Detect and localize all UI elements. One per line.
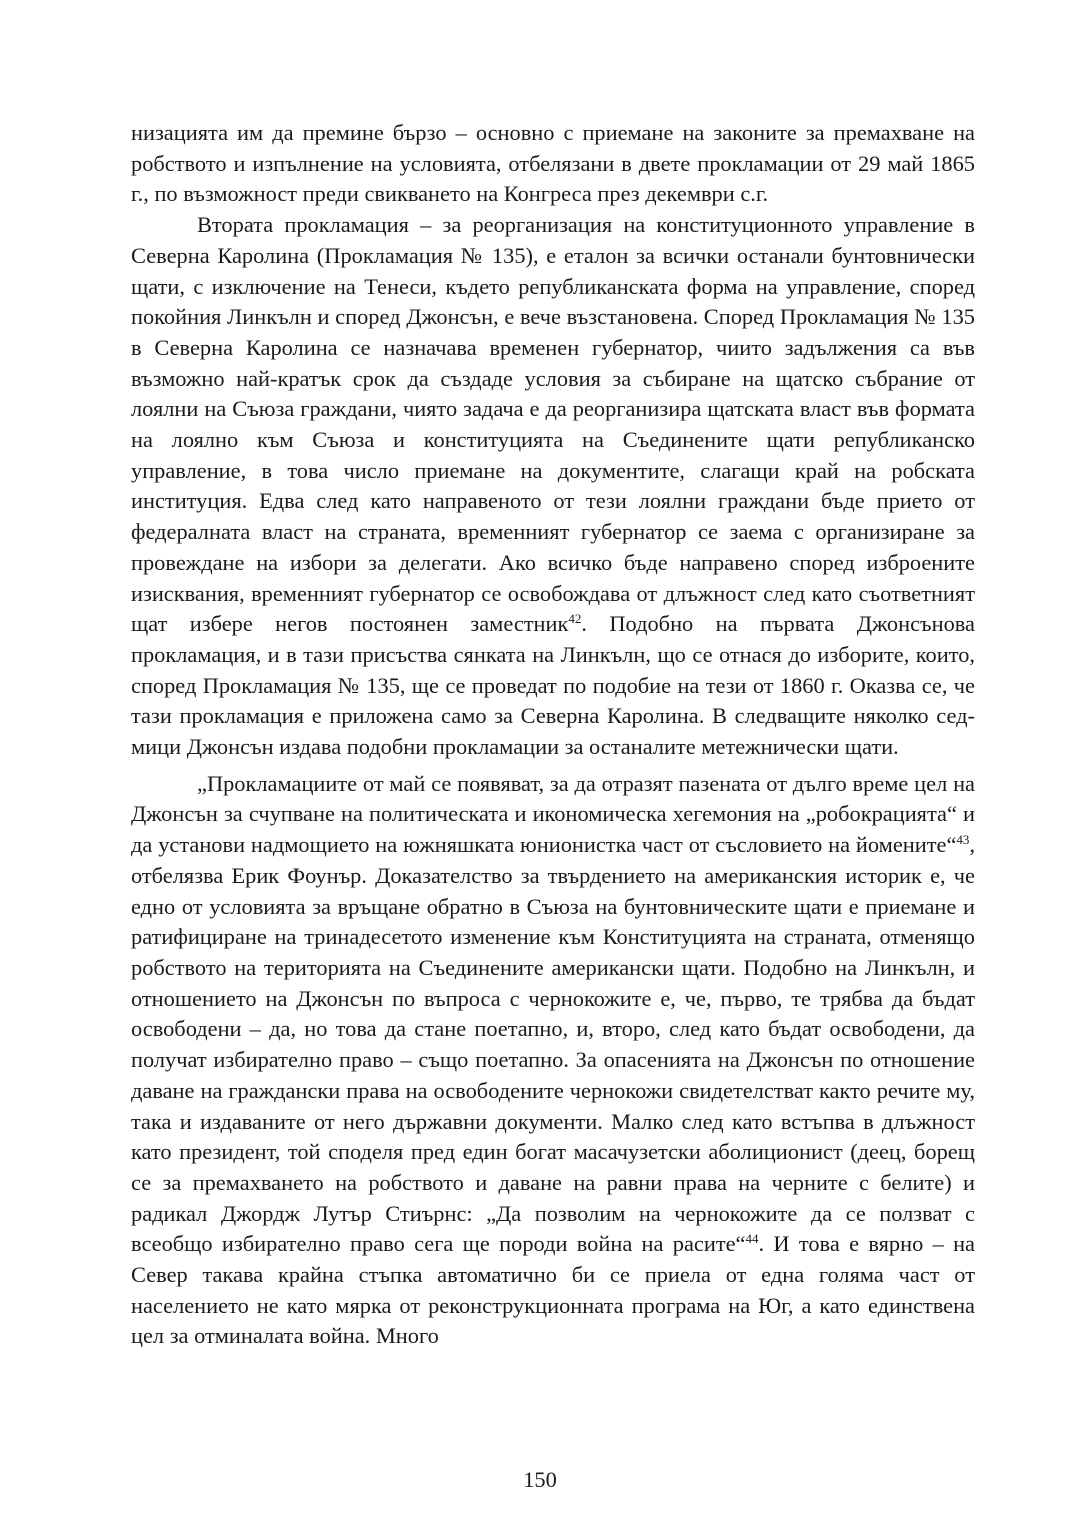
paragraph-1-text: низацията им да премине бързо – основно с приемане на законите за премахване на робството и изпълнение на условията, отбелязани в двете прокламации от 29 май 1865 г., по възможност преди свикването на Конгреса през декември с.г.: [131, 120, 975, 207]
paragraph-3-text-c: . И това е вярно – на Север такава крайна стъпка автоматично би се приела от една голяма част от населението не като мярка от реконструкционната програма на Юг, а като единствена цел за отминалата война. Много: [131, 1231, 975, 1349]
footnote-ref-43[interactable]: 43: [956, 832, 970, 848]
paragraph-2-text-a: Втората прокламация – за реорганизация на конституционното управление в Северна Каролина (Прокламация № 135), е еталон за всички останали бунтовнически щати, с изключение на Тенеси, където републиканската форма на управление, според покойния Линкълн и според Джонсън, е вече възстановена. Според Прокламация № 135 в Северна Каролина се назначава временен губернатор, чиито задължения са във възможно най-кратък срок да създаде условия за събиране на щатско събрание от лоялни на Съюза граждани, чиято задача е да реорганизира щатската власт във формата на лоялно към Съюза и конституцията на Съединените щати републиканско управление, в това число приемане на документите, слагащи край на робската институция. Едва след като направеното от тези лоялни граждани бъде прието от федералната власт на страната, временният губернатор се заема с организиране за провеждане на избори за делегати. Ако всичко бъде направено според изброените изисквания, временният губернатор се освобождава от длъжност след като съответният щат избере негов постоянен заместник: [131, 212, 975, 637]
footnote-ref-44[interactable]: 44: [745, 1231, 759, 1247]
paragraph-2: [131, 210, 975, 763]
paragraph-3-text-b: , отбелязва Ерик Фоунър. Доказателство за твърдението на американския историк е, че едно от условията за връщане обратно в Съюза на бунтовническите щати е приемане и ратифициране на тринадесетото изменение към Конституцията на страната, отменящо робството на територията на Съединените американски щати. Подобно на Линкълн, и отношението на Джонсън по въпроса с чернокожите е, че, първо, те трябва да бъдат освободени – да, но това да стане поетапно, и, второ, след като бъдат освободени, да получат избирателно право – също поетапно. За опасенията на Джонсън по отношение даване на граждански права на освободените чернокожи свидетелстват както речите му, така и издаваните от него държавни документи. Малко след като встъпва в длъжност като президент, той споделя пред един богат масачузетски аболиционист (деец, борещ се за премахването на робството и даване на равни права на черните с белите) и радикал Джордж Лутър Стиърнс: „Да позволим на чернокожите да се ползват с всеобщо избирателно право сега ще породи война на расите“: [131, 832, 975, 1257]
paragraph-3: [131, 769, 975, 1352]
paragraph-2-text-b: . Подобно на първата Джонсънова прокламация, и в тази присъства сянката на Линкълн, що се отнася до изборите, които, според Прокламация № 135, ще се проведат по подобие на тези от 1860 г. Оказва се, че тази прокламация е приложена само за Северна Каролина. В следващите няколко седмици Джонсън издава подобни прокламации за останалите метежнически щати.: [131, 611, 975, 760]
page-number: 150: [523, 1467, 557, 1492]
footnote-ref-42[interactable]: 42: [568, 611, 582, 627]
paragraph-1: [131, 118, 975, 210]
page-body: [131, 118, 975, 1352]
paragraph-3-text-a: „Прокламациите от май се появяват, за да отразят пазената от дълго време цел на Джонсън за счупване на политическата и икономическа хегемония на „робокрацията“ и да установи надмощието на южняшката юнионистка част от съсловието на йомените“: [131, 770, 975, 858]
